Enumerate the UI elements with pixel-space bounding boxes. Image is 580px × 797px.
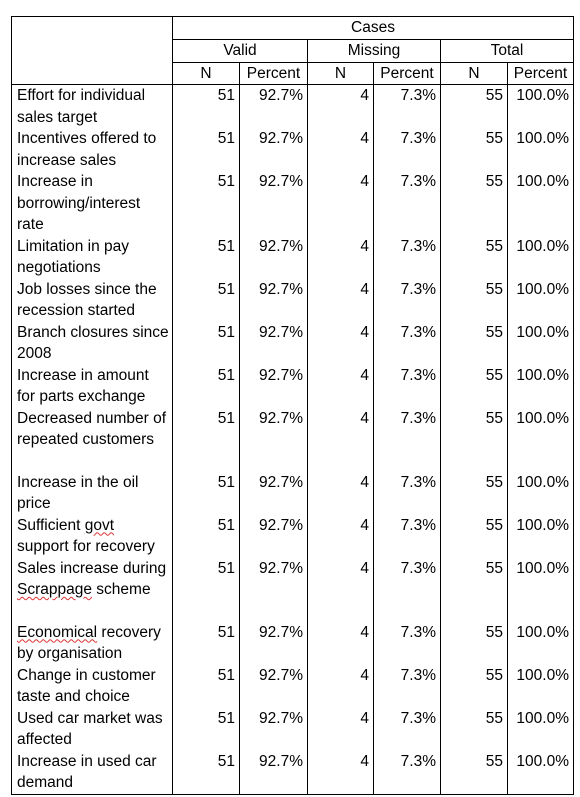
missing-percent-cell: 7.3% xyxy=(374,322,441,365)
missing-n-header: N xyxy=(308,63,374,85)
total-percent-cell: 100.0% xyxy=(508,558,574,622)
total-percent-cell: 100.0% xyxy=(508,171,574,236)
missing-n-cell: 4 xyxy=(308,622,374,665)
total-percent-cell: 100.0% xyxy=(508,365,574,408)
valid-n-cell: 51 xyxy=(217,87,235,104)
missing-n-cell: 4 xyxy=(308,322,374,365)
table-row xyxy=(12,622,574,665)
total-percent-cell: 100.0% xyxy=(508,279,574,322)
missing-n-cell: 4 xyxy=(308,128,374,171)
missing-percent-cell: 7.3% xyxy=(374,408,441,472)
valid-percent-cell: 92.7% xyxy=(240,558,308,622)
missing-n-cell: 4 xyxy=(308,365,374,408)
total-n-cell: 55 xyxy=(441,515,508,558)
row-label: Effort for individual sales target xyxy=(12,85,173,129)
valid-n-cell: 51 xyxy=(217,323,235,341)
total-percent-cell: 100.0% xyxy=(508,665,574,708)
missing-n-cell: 4 xyxy=(308,708,374,751)
valid-n-cell: 51 xyxy=(217,280,235,298)
cases-header: Cases xyxy=(173,17,574,40)
total-header: Total xyxy=(441,40,574,63)
valid-n-cell: 51 xyxy=(217,709,235,727)
total-percent-cell: 100.0% xyxy=(508,408,574,472)
missing-percent-header: Percent xyxy=(374,63,441,85)
total-n-cell: 55 xyxy=(441,322,508,365)
valid-percent-cell: 92.7% xyxy=(240,665,308,708)
missing-n-cell: 4 xyxy=(308,515,374,558)
total-n-cell: 55 xyxy=(441,622,508,665)
valid-percent-cell: 92.7% xyxy=(240,708,308,751)
row-label: Incentives offered to increase sales xyxy=(12,128,173,171)
table-row xyxy=(12,708,574,751)
missing-percent-cell: 7.3% xyxy=(374,128,441,171)
missing-n-cell: 4 xyxy=(308,236,374,279)
valid-n-cell: 51 xyxy=(217,130,235,147)
total-percent-cell: 100.0% xyxy=(508,708,574,751)
corner-cell xyxy=(12,17,173,85)
table-row xyxy=(12,515,574,558)
valid-percent-cell: 92.7% xyxy=(240,472,308,515)
missing-percent-cell: 7.3% xyxy=(374,279,441,322)
row-label: Increase in used car demand xyxy=(12,751,173,795)
valid-percent-header: Percent xyxy=(240,63,308,85)
total-n-cell: 55 xyxy=(441,751,508,795)
valid-n-cell: 51 xyxy=(173,751,240,795)
missing-n-cell: 4 xyxy=(308,85,374,129)
missing-percent-cell: 7.3% xyxy=(374,85,441,129)
missing-header: Missing xyxy=(308,40,441,63)
total-percent-cell: 100.0% xyxy=(508,472,574,515)
row-label: Economical recovery by organisation xyxy=(12,622,173,665)
total-n-cell: 55 xyxy=(441,279,508,322)
valid-n-cell: 51 xyxy=(217,409,235,427)
missing-percent-cell: 7.3% xyxy=(374,708,441,751)
table-row xyxy=(12,408,574,472)
valid-percent-cell: 92.7% xyxy=(240,515,308,558)
table-row xyxy=(12,751,574,795)
row-label: Limitation in pay negotiations xyxy=(12,236,173,279)
total-percent-cell: 100.0% xyxy=(508,515,574,558)
total-n-cell: 55 xyxy=(441,558,508,622)
total-n-cell: 55 xyxy=(441,128,508,171)
missing-n-cell: 4 xyxy=(308,472,374,515)
table-row xyxy=(12,85,574,129)
valid-percent-cell: 92.7% xyxy=(240,279,308,322)
valid-n-cell: 51 xyxy=(217,623,235,641)
valid-n-cell: 51 xyxy=(217,366,235,384)
valid-n-cell: 51 xyxy=(217,173,235,190)
missing-percent-cell: 7.3% xyxy=(374,171,441,236)
table-row xyxy=(12,322,574,365)
valid-n-header: N xyxy=(173,63,240,85)
row-label: Increase in borrowing/interest rate xyxy=(12,171,173,236)
valid-n-cell: 51 xyxy=(217,237,235,255)
valid-percent-cell: 92.7% xyxy=(240,236,308,279)
total-percent-cell: 100.0% xyxy=(508,236,574,279)
row-label: Increase in the oil price xyxy=(12,472,173,515)
missing-percent-cell: 7.3% xyxy=(374,236,441,279)
valid-percent-cell: 92.7% xyxy=(240,365,308,408)
table-row xyxy=(12,365,574,408)
total-n-cell: 55 xyxy=(441,171,508,236)
table-row xyxy=(12,128,574,171)
valid-percent-cell: 92.7% xyxy=(240,171,308,236)
row-label: Job losses since the recession started xyxy=(12,279,173,322)
valid-n-cell: 51 xyxy=(217,516,235,534)
total-n-cell: 55 xyxy=(441,85,508,129)
row-label: Branch closures since 2008 xyxy=(12,322,173,365)
missing-percent-cell: 7.3% xyxy=(374,472,441,515)
valid-header: Valid xyxy=(173,40,308,63)
total-percent-cell: 100.0% xyxy=(508,85,574,129)
table-row xyxy=(12,279,574,322)
row-label: Used car market was affected xyxy=(12,708,173,751)
valid-n-cell: 51 xyxy=(217,666,235,684)
table-row xyxy=(12,665,574,708)
total-percent-cell: 100.0% xyxy=(508,322,574,365)
total-percent-cell: 100.0% xyxy=(508,622,574,665)
missing-percent-cell: 7.3% xyxy=(374,665,441,708)
row-label: Sufficient govt support for recovery xyxy=(12,515,173,558)
total-n-cell: 55 xyxy=(441,665,508,708)
total-n-cell: 55 xyxy=(441,408,508,472)
missing-n-cell: 4 xyxy=(308,408,374,472)
total-n-cell: 55 xyxy=(441,708,508,751)
row-label: Change in customer taste and choice xyxy=(12,665,173,708)
missing-percent-cell: 7.3% xyxy=(374,558,441,622)
missing-n-cell: 4 xyxy=(308,558,374,622)
total-n-cell: 55 xyxy=(441,472,508,515)
valid-percent-cell: 92.7% xyxy=(240,408,308,472)
missing-n-cell: 4 xyxy=(308,751,374,795)
case-processing-table xyxy=(11,16,574,795)
valid-percent-cell: 92.7% xyxy=(240,322,308,365)
total-n-header: N xyxy=(441,63,508,85)
total-percent-cell: 100.0% xyxy=(508,128,574,171)
valid-n-cell: 51 xyxy=(217,559,235,577)
total-percent-header: Percent xyxy=(508,63,574,85)
missing-percent-cell: 7.3% xyxy=(374,515,441,558)
missing-percent-cell: 7.3% xyxy=(374,751,441,795)
valid-percent-cell: 92.7% xyxy=(240,751,308,795)
missing-n-cell: 4 xyxy=(308,171,374,236)
valid-n-cell: 51 xyxy=(217,473,235,491)
row-label: Decreased number of repeated customers xyxy=(12,408,173,472)
total-n-cell: 55 xyxy=(441,365,508,408)
missing-n-cell: 4 xyxy=(308,279,374,322)
table-row xyxy=(12,558,574,622)
table-row xyxy=(12,236,574,279)
valid-percent-cell: 92.7% xyxy=(240,85,308,129)
missing-percent-cell: 7.3% xyxy=(374,622,441,665)
valid-percent-cell: 92.7% xyxy=(240,128,308,171)
table-row xyxy=(12,171,574,236)
missing-n-cell: 4 xyxy=(308,665,374,708)
valid-percent-cell: 92.7% xyxy=(240,622,308,665)
table-row xyxy=(12,472,574,515)
row-label: Sales increase during Scrappage scheme xyxy=(12,558,173,622)
missing-percent-cell: 7.3% xyxy=(374,365,441,408)
row-label: Increase in amount for parts exchange xyxy=(12,365,173,408)
total-percent-cell: 100.0% xyxy=(508,751,574,795)
total-n-cell: 55 xyxy=(441,236,508,279)
